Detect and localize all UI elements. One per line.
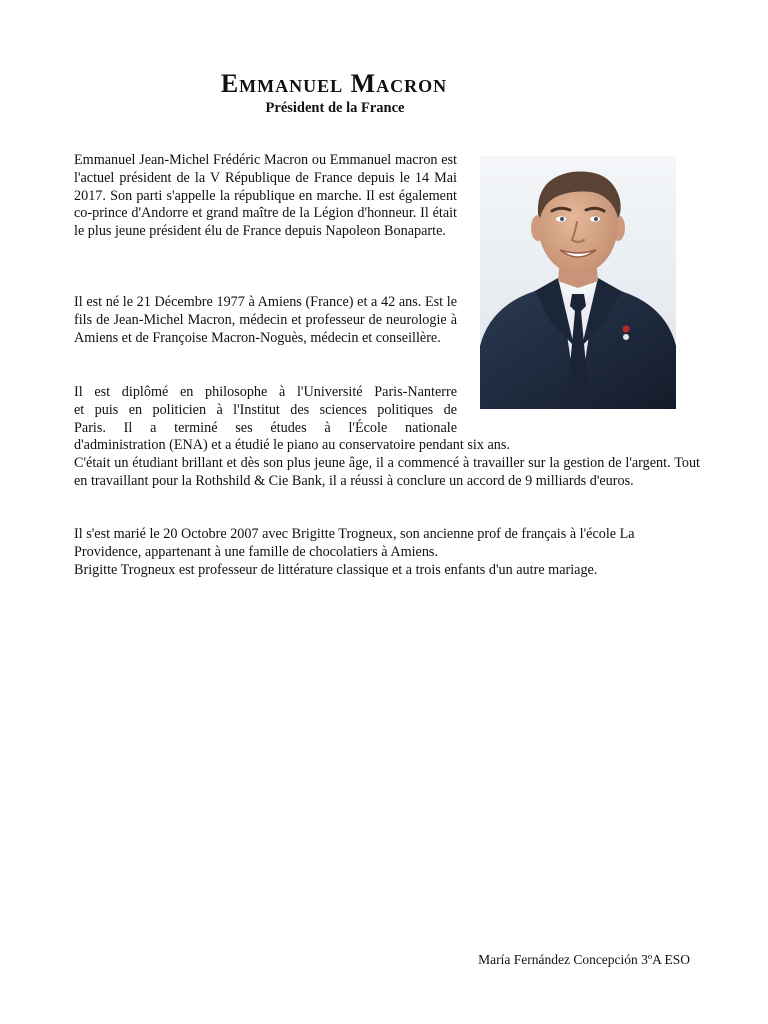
education-line-1: Il est diplômé en philosophe à l'Université Paris-Nanterre [74, 384, 457, 400]
document-title: Emmanuel Macron [220, 69, 448, 98]
education-line-3: Paris. Il a terminé ses études à l'École nationale [74, 419, 457, 436]
document-subtitle: Président de la France [265, 100, 405, 116]
lapel-pin [623, 326, 630, 333]
education-line-2: et puis en politicien à l'Institut des sciences politiques de [74, 401, 457, 418]
paragraph-marriage: Il s'est marié le 20 Octobre 2007 avec Brigitte Trogneux, son ancienne prof de français à l'école La Providence, appartenant à une famille de chocolatiers à Amiens. [74, 526, 635, 560]
paragraph-career: C'était un étudiant brillant et dès son plus jeune âge, il a commencé à travailler sur la gestion de l'argent. Tout en travaillant pour la Rothshild & Cie Bank, il a réussi à conclure un accord de 9 milliards d'euros. [74, 455, 700, 489]
portrait-illustration [480, 156, 676, 409]
paragraph-brigitte: Brigitte Trogneux est professeur de littérature classique et a trois enfants d'un autre mariage. [74, 562, 598, 578]
portrait-photo [480, 156, 676, 409]
lapel-pin-medal [623, 334, 629, 340]
author-footer: María Fernández Concepción 3ºA ESO [478, 952, 690, 967]
paragraph-intro: Emmanuel Jean-Michel Frédéric Macron ou Emmanuel macron est l'actuel président de la V République de France depuis le 14 Mai 2017. Son parti s'appelle la république en marche. Il est également co-prince d'Andorre et grand maître de la Légion d'honneur. Il était le plus jeune président élu de France depuis Napoleon Bonaparte. [74, 152, 457, 240]
education-line-4: d'administration (ENA) et a étudié le piano au conservatoire pendant six ans. [74, 437, 510, 454]
paragraph-birth: Il est né le 21 Décembre 1977 à Amiens (France) et a 42 ans. Est le fils de Jean-Michel Macron, médecin et professeur de neurologie à Amiens et de Françoise Macron-Noguès, médecin et conseillère. [74, 294, 457, 346]
paragraph-education [74, 384, 700, 491]
